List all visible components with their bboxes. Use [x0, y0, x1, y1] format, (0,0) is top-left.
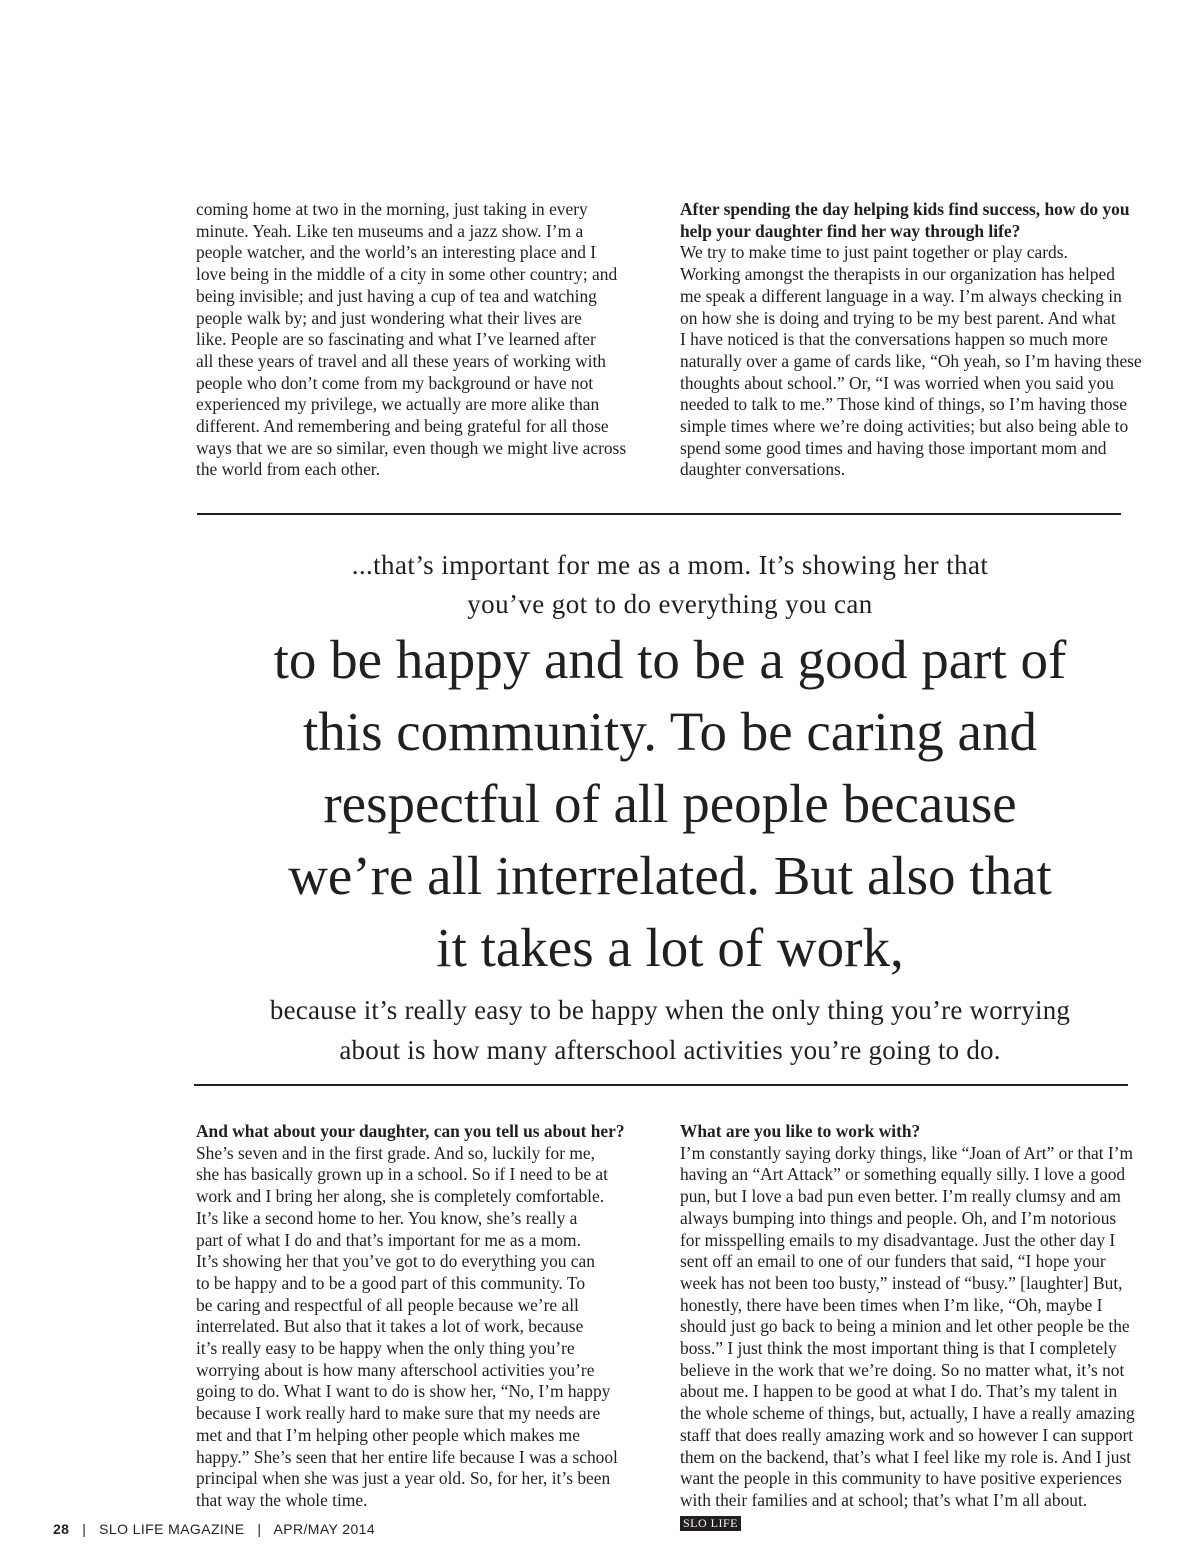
publication-name: SLO LIFE MAGAZINE	[99, 1521, 245, 1537]
pull-quote-lead: ...that’s important for me as a mom. It’s showing her that you’ve got to do everything you can	[351, 550, 989, 619]
interview-answer	[680, 1143, 1150, 1534]
article-column-top-right	[680, 199, 1150, 481]
pull-quote-bottom-rule	[194, 1084, 1128, 1086]
article-column-bottom-left	[196, 1121, 664, 1512]
pull-quote-tail: because it’s really easy to be happy when the only thing you’re worrying about is how many afterschool activities you’re going to do.	[269, 995, 1071, 1065]
end-of-article-mark: SLO LIFE	[680, 1516, 741, 1531]
footer-separator: |	[257, 1521, 262, 1537]
interview-question: And what about your daughter, can you tell us about her?	[196, 1121, 625, 1141]
article-column-top-left	[196, 199, 666, 481]
issue-date: APR/MAY 2014	[273, 1521, 376, 1537]
pull-quote-main: to be happy and to be a good part of this community. To be caring and respectful of all people because we’re all interrelated. But also that it takes a lot of work,	[273, 629, 1067, 978]
interview-question: After spending the day helping kids find success, how do you help your daughter find her way through life?	[680, 199, 1130, 241]
page-footer	[53, 1521, 375, 1537]
page-number: 28	[53, 1521, 70, 1537]
interview-answer: We try to make time to just paint together or play cards. Working amongst the therapists in our organization has helped me speak a different language in a way. I’m always checking in on how she is doing and trying to be my best parent. And what I have noticed is that the conversations happen so much more naturally over a game of cards like, “Oh yeah, so I’m having these thoughts about school.” Or, “I was worried when you said you needed to talk to me.” Those kind of things, so I’m having those simple times where we’re doing activities; but also being able to spend some good times and having those important mom and daughter conversations.	[680, 242, 1142, 480]
interview-answer-text: I’m constantly saying dorky things, like “Joan of Art” or that I’m having an “Art Attack” or something equally silly. I love a good pun, but I love a bad pun even better. I’m really clumsy and am always bumping into things and people. Oh, and I’m notorious for misspelling emails to my disadvantage. Just the other day I sent off an email to one of our funders that said, “I hope your week has not been too busty,” instead of “busy.” [laughter] But, honestly, there have been times when I’m like, “Oh, maybe I should just go back to being a minion and let other people be the boss.” I just think the most important thing is that I completely believe in the work that we’re doing. So no matter what, it’s not about me. I happen to be good at what I do. That’s my talent in the whole scheme of things, but, actually, I have a really amazing staff that does really amazing work and so however I can support them on the backend, that’s what I feel like my role is. And I just want the people in this community to have positive experiences with their families and at school; that’s what I’m all about.	[680, 1142, 1135, 1510]
body-text: coming home at two in the morning, just taking in every minute. Yeah. Like ten museums and a jazz show. I’m a people watcher, and the world’s an interesting place and I love being in the middle of a city in some other country; and being invisible; and just having a cup of tea and watching people walk by; and just wondering what their lives are like. People are so fascinating and what I’ve learned after all these years of travel and all these years of working with people who don’t come from my background or have not experienced my privilege, we actually are more alike than different. And remembering and being grateful for all those ways that we are so similar, even though we might live across the world from each other.	[196, 199, 627, 480]
footer-separator: |	[82, 1521, 87, 1537]
interview-answer: She’s seven and in the first grade. And so, luckily for me, she has basically grown up in a school. So if I need to be at work and I bring her along, she is completely comfortable. It’s like a second home to her. You know, she’s really a part of what I do and that’s important for me as a mom. It’s showing her that you’ve got to do everything you can to be happy and to be a good part of this community. To be caring and respectful of all people because we’re all interrelated. But also that it takes a lot of work, because it’s really easy to be happy when the only thing you’re worrying about is how many afterschool activities you’re going to do. What I want to do is show her, “No, I’m happy because I work really hard to make sure that my needs are met and that I’m helping other people which makes me happy.” She’s seen that her entire life because I was a school principal when she was just a year old. So, for her, it’s been that way the whole time.	[196, 1142, 618, 1510]
article-column-bottom-right	[680, 1121, 1150, 1533]
interview-question: What are you like to work with?	[680, 1121, 921, 1141]
pull-quote-top-rule	[197, 513, 1121, 515]
